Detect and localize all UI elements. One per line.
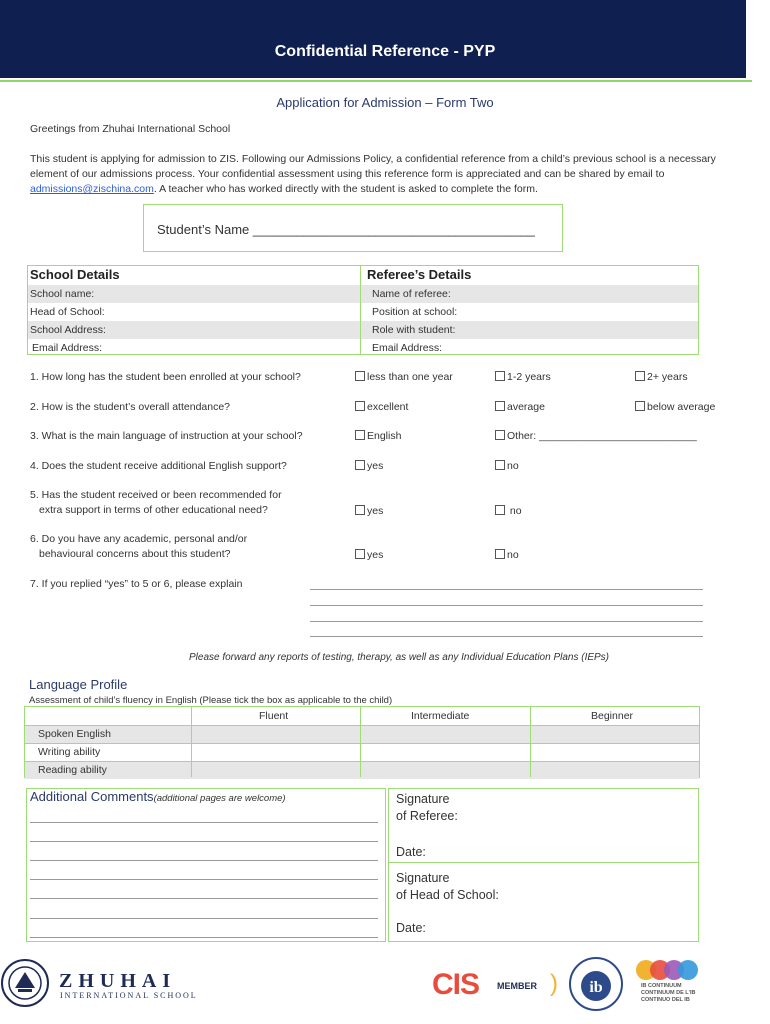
comment-line[interactable] [30, 860, 378, 861]
option-label: 1-2 years [507, 371, 551, 383]
referee-date-field[interactable]: Date: [396, 845, 426, 859]
q1-option-1[interactable] [355, 371, 453, 383]
option-label: English [367, 430, 402, 442]
referee-role-field[interactable]: Role with student: [372, 324, 456, 336]
sig-label: of Head of School: [396, 888, 499, 902]
school-email-field[interactable]: Email Address: [32, 342, 103, 354]
header-banner [0, 0, 746, 78]
option-label: Other: ___________________________ [507, 430, 697, 442]
comment-line[interactable] [30, 879, 378, 880]
intro-text-end: . A teacher who has worked directly with the student is asked to complete the form. [153, 183, 538, 195]
details-row [28, 303, 698, 321]
ib-text: ib [589, 979, 603, 996]
option-label: excellent [367, 401, 409, 413]
forward-note: Please forward any reports of testing, therapy, as well as any Individual Education Plans (IEPs) [188, 652, 610, 663]
q3-option-2[interactable] [495, 430, 697, 442]
option-label: yes [367, 505, 384, 517]
explain-line[interactable] [310, 636, 703, 637]
form-title: Application for Admission – Form Two [276, 95, 494, 110]
comment-line[interactable] [30, 918, 378, 919]
option-label: no [507, 549, 519, 561]
details-table [27, 265, 699, 355]
question-7: 7. If you replied “yes” to 5 or 6, please explain [30, 578, 243, 590]
q1-option-3[interactable] [635, 371, 688, 383]
column-header: Intermediate [411, 710, 470, 722]
question-3: 3. What is the main language of instruction at your school? [30, 430, 303, 442]
referee-details-heading: Referee’s Details [367, 267, 472, 282]
cis-logo [432, 968, 479, 1002]
school-address-field[interactable]: School Address: [30, 324, 106, 336]
column-divider [530, 707, 531, 777]
lp-header-row [25, 707, 699, 725]
school-name-sub: INTERNATIONAL SCHOOL [60, 991, 198, 1000]
table-row [25, 761, 699, 779]
checkbox-icon [355, 401, 365, 411]
additional-comments-title [30, 789, 286, 804]
comment-line[interactable] [30, 841, 378, 842]
cis-text: CIS [432, 968, 480, 1001]
header-divider [0, 80, 752, 82]
checkbox-icon [635, 401, 645, 411]
head-of-school-field[interactable]: Head of School: [30, 306, 105, 318]
comment-line[interactable] [30, 898, 378, 899]
details-row [28, 285, 698, 303]
admissions-email-link[interactable]: admissions@zischina.com [30, 183, 154, 195]
q6-option-1[interactable] [355, 549, 383, 561]
checkbox-icon [355, 371, 365, 381]
checkbox-icon [635, 371, 645, 381]
question-5-line-1: 5. Has the student received or been recommended for [30, 489, 282, 501]
comment-line[interactable] [30, 822, 378, 823]
question-6-line-2: behavioural concerns about this student? [39, 548, 231, 560]
option-label: below average [647, 401, 716, 413]
option-label: no [507, 505, 522, 517]
school-crest-logo [0, 958, 50, 1008]
ib-continuum-logo [636, 958, 702, 982]
q3-option-1[interactable] [355, 430, 401, 442]
school-name-logo: ZHUHAI [59, 970, 177, 992]
q5-option-2[interactable] [495, 505, 522, 517]
details-header-row [28, 266, 698, 285]
comment-line[interactable] [30, 937, 378, 938]
question-2: 2. How is the student’s overall attendance? [30, 401, 231, 413]
column-divider [191, 707, 192, 777]
student-name-field[interactable]: Student’s Name _______________________________________ [157, 222, 535, 237]
row-label: Writing ability [38, 746, 101, 758]
ib-continuum-line: CONTINUO DEL IB [641, 997, 690, 1003]
checkbox-icon [355, 505, 365, 515]
row-label: Spoken English [38, 728, 111, 740]
checkbox-icon [495, 371, 505, 381]
q6-option-2[interactable] [495, 549, 519, 561]
ac-title-text: Additional Comments [30, 789, 154, 804]
details-row [28, 321, 698, 339]
ib-continuum-line: CONTINUUM DE L'IB [641, 990, 696, 996]
explain-line[interactable] [310, 605, 703, 606]
details-divider [360, 266, 361, 354]
question-1: 1. How long has the student been enrolled at your school? [30, 371, 301, 383]
column-divider [360, 707, 361, 777]
q4-option-1[interactable] [355, 460, 383, 472]
school-details-heading: School Details [30, 267, 120, 282]
sig-label: Signature [396, 792, 450, 806]
explain-line[interactable] [310, 621, 703, 622]
cis-bracket-icon: ) [550, 970, 558, 997]
table-row [25, 725, 699, 743]
option-label: yes [367, 460, 384, 472]
language-profile-table [24, 706, 700, 778]
row-divider [25, 761, 699, 762]
q4-option-2[interactable] [495, 460, 519, 472]
q2-option-3[interactable] [635, 401, 715, 413]
question-4: 4. Does the student receive additional English support? [30, 460, 287, 472]
option-label: yes [367, 549, 384, 561]
explain-line[interactable] [310, 589, 703, 590]
head-signature-field[interactable] [396, 870, 499, 904]
option-label: 2+ years [647, 371, 688, 383]
row-divider [25, 743, 699, 744]
question-5-line-2: extra support in terms of other educational need? [39, 504, 268, 516]
greeting-text: Greetings from Zhuhai International School [30, 123, 231, 135]
intro-text: This student is applying for admission to ZIS. Following our Admissions Policy, a confidential reference from a child’s previous school is a necessary element of our admissions process. Your confidential assessment using this reference form is appreciated and can be shared by email to [30, 153, 716, 180]
q5-option-1[interactable] [355, 505, 383, 517]
head-date-field[interactable]: Date: [396, 921, 426, 935]
checkbox-icon [495, 505, 505, 515]
ib-world-school-logo [568, 956, 624, 1012]
row-divider [25, 725, 699, 726]
sig-label: Signature [396, 871, 450, 885]
column-header: Beginner [591, 710, 634, 722]
checkbox-icon [495, 401, 505, 411]
referee-position-field[interactable]: Position at school: [372, 306, 458, 318]
page-title: Confidential Reference - PYP [274, 43, 496, 60]
sig-label: of Referee: [396, 809, 458, 823]
checkbox-icon [495, 549, 505, 559]
checkbox-icon [355, 549, 365, 559]
ib-continuum-line: IB CONTINUUM [641, 983, 682, 989]
row-label: Reading ability [38, 764, 107, 776]
option-label: average [507, 401, 545, 413]
school-name-field[interactable]: School name: [30, 288, 95, 300]
referee-signature-field[interactable] [396, 791, 458, 825]
q2-option-2[interactable] [495, 401, 545, 413]
referee-email-field[interactable]: Email Address: [372, 342, 443, 354]
question-6-line-1: 6. Do you have any academic, personal and/or [30, 533, 248, 545]
option-label: less than one year [367, 371, 453, 383]
checkbox-icon [495, 460, 505, 470]
intro-paragraph [30, 152, 750, 197]
cis-member-label: MEMBER [497, 981, 537, 991]
signature-divider [388, 862, 699, 863]
language-profile-subtitle: Assessment of child’s fluency in English (Please tick the box as applicable to the child) [29, 695, 393, 706]
table-row [25, 743, 699, 761]
ib-continuum-text [641, 983, 695, 1004]
referee-name-field[interactable]: Name of referee: [372, 288, 451, 300]
column-header: Fluent [259, 710, 289, 722]
ac-note: (additional pages are welcome) [153, 793, 286, 804]
q1-option-2[interactable] [495, 371, 551, 383]
checkbox-icon [355, 430, 365, 440]
checkbox-icon [355, 460, 365, 470]
q2-option-1[interactable] [355, 401, 408, 413]
option-label: no [507, 460, 519, 472]
checkbox-icon [495, 430, 505, 440]
details-row [28, 339, 698, 357]
language-profile-title: Language Profile [29, 677, 128, 692]
